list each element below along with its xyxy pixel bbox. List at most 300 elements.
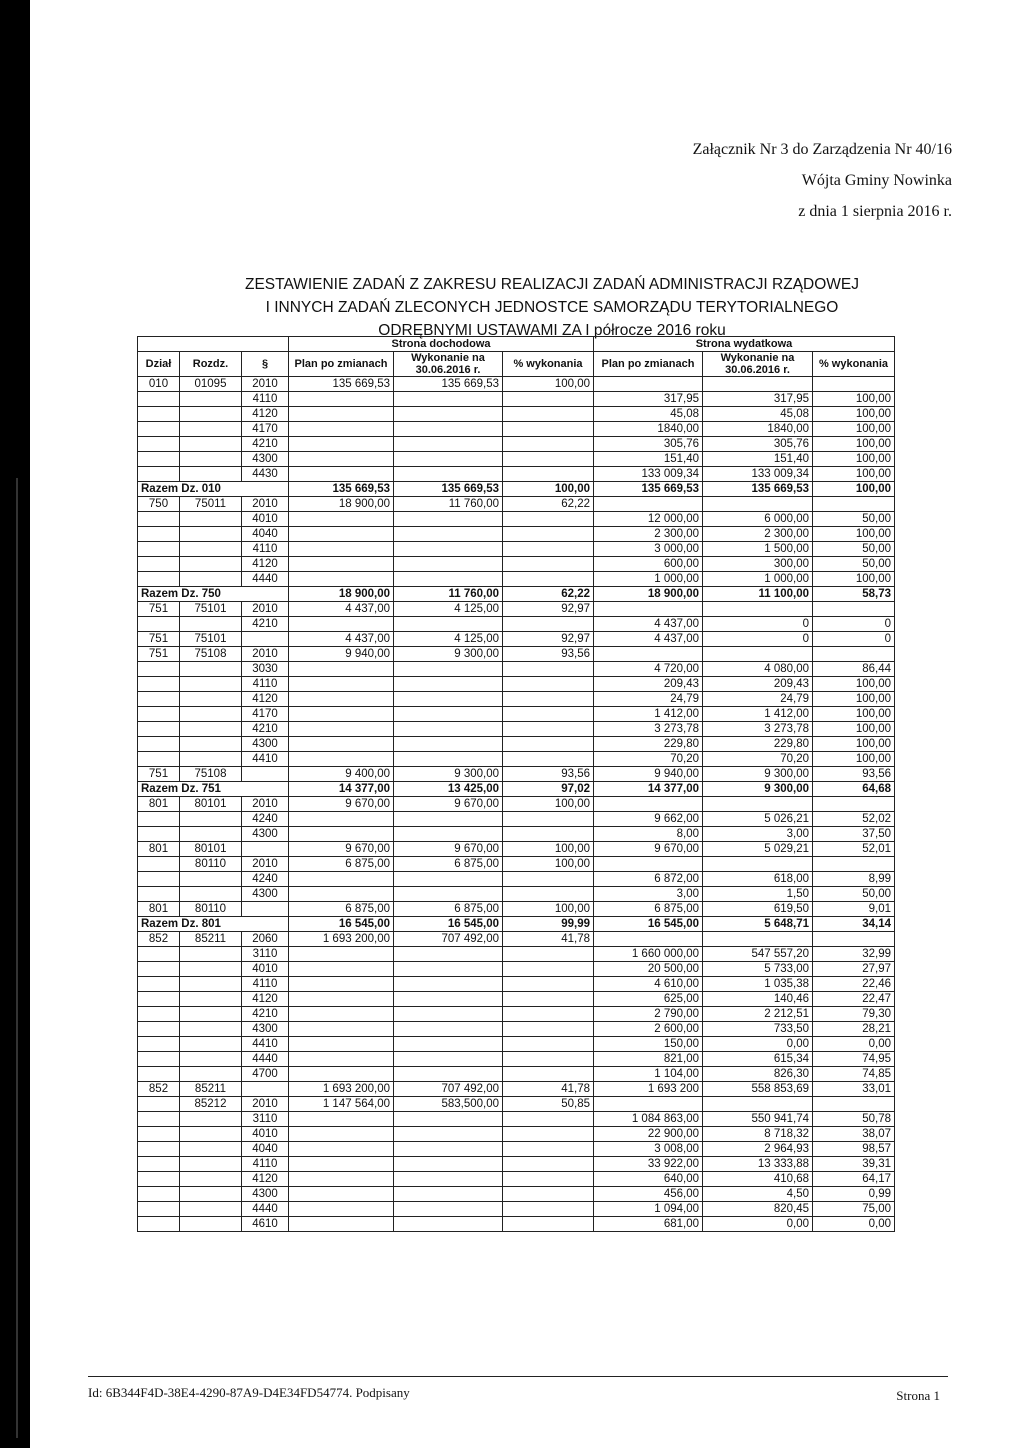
cell-income-plan <box>289 1217 394 1232</box>
cell-expense-plan: 33 922,00 <box>594 1157 703 1172</box>
cell-income-plan <box>289 992 394 1007</box>
cell-rozdzial <box>180 422 242 437</box>
table-row <box>138 1127 895 1142</box>
cell-income-plan <box>289 1052 394 1067</box>
cell-income-percent <box>503 437 594 452</box>
cell-rozdzial <box>180 1067 242 1082</box>
table-row <box>138 407 895 422</box>
cell-income-plan <box>289 542 394 557</box>
cell-paragraf: 4610 <box>242 1217 289 1232</box>
cell-expense-plan: 600,00 <box>594 557 703 572</box>
cell-income-percent: 100,00 <box>503 842 594 857</box>
cell-income-execution: 13 425,00 <box>394 782 503 797</box>
cell-paragraf: 4210 <box>242 437 289 452</box>
cell-income-percent <box>503 1112 594 1127</box>
scan-edge-line <box>16 478 18 1438</box>
cell-income-percent <box>503 812 594 827</box>
table-row <box>138 1187 895 1202</box>
col-header-rozdzial: Rozdz. <box>180 352 242 377</box>
cell-income-percent <box>503 1202 594 1217</box>
cell-income-percent: 50,85 <box>503 1097 594 1112</box>
cell-expense-execution: 11 100,00 <box>703 587 813 602</box>
table-group-header-row <box>138 337 895 352</box>
cell-rozdzial: 80110 <box>180 902 242 917</box>
cell-rozdzial: 75011 <box>180 497 242 512</box>
cell-expense-percent: 50,78 <box>813 1112 895 1127</box>
cell-income-percent: 99,99 <box>503 917 594 932</box>
cell-income-percent <box>503 527 594 542</box>
cell-expense-execution: 618,00 <box>703 872 813 887</box>
cell-rozdzial <box>180 512 242 527</box>
cell-income-plan: 6 875,00 <box>289 902 394 917</box>
cell-income-execution <box>394 887 503 902</box>
cell-expense-execution: 9 300,00 <box>703 782 813 797</box>
cell-income-percent <box>503 962 594 977</box>
cell-income-percent <box>503 1052 594 1067</box>
table-row <box>138 887 895 902</box>
col-header-expense-execution: Wykonanie na 30.06.2016 r. <box>703 352 813 377</box>
cell-expense-execution <box>703 647 813 662</box>
cell-income-execution <box>394 1187 503 1202</box>
cell-income-percent: 62,22 <box>503 587 594 602</box>
title-line-2: I INNYCH ZADAŃ ZLECONYCH JEDNOSTCE SAMORZĄDU TERYTORIALNEGO <box>265 299 839 316</box>
cell-rozdzial: 85211 <box>180 1082 242 1097</box>
cell-income-execution: 135 669,53 <box>394 482 503 497</box>
cell-expense-plan: 681,00 <box>594 1217 703 1232</box>
cell-income-percent: 92,97 <box>503 632 594 647</box>
cell-expense-percent: 50,00 <box>813 887 895 902</box>
cell-income-percent <box>503 1127 594 1142</box>
cell-paragraf: 4170 <box>242 707 289 722</box>
cell-dzial <box>138 1037 180 1052</box>
cell-rozdzial <box>180 1127 242 1142</box>
cell-expense-percent <box>813 497 895 512</box>
cell-dzial <box>138 812 180 827</box>
cell-income-percent: 100,00 <box>503 377 594 392</box>
cell-income-percent <box>503 662 594 677</box>
table-body <box>138 377 895 1232</box>
cell-expense-execution: 2 300,00 <box>703 527 813 542</box>
cell-expense-plan: 133 009,34 <box>594 467 703 482</box>
cell-dzial <box>138 1127 180 1142</box>
cell-income-plan <box>289 527 394 542</box>
cell-paragraf: 2060 <box>242 932 289 947</box>
cell-expense-execution: 820,45 <box>703 1202 813 1217</box>
cell-expense-execution: 140,46 <box>703 992 813 1007</box>
page-number: Strona 1 <box>896 1388 940 1403</box>
table-row <box>138 707 895 722</box>
cell-income-plan <box>289 977 394 992</box>
cell-rozdzial <box>180 1217 242 1232</box>
table-row <box>138 527 895 542</box>
cell-income-plan <box>289 812 394 827</box>
cell-income-plan <box>289 1007 394 1022</box>
cell-expense-plan: 3 008,00 <box>594 1142 703 1157</box>
cell-income-execution <box>394 872 503 887</box>
table-row <box>138 992 895 1007</box>
cell-income-execution <box>394 1037 503 1052</box>
cell-dzial <box>138 542 180 557</box>
cell-paragraf: 4240 <box>242 872 289 887</box>
cell-expense-percent: 0 <box>813 617 895 632</box>
cell-expense-percent: 74,95 <box>813 1052 895 1067</box>
cell-paragraf: 4170 <box>242 422 289 437</box>
cell-dzial <box>138 617 180 632</box>
cell-dzial <box>138 557 180 572</box>
col-header-income-percent: % wykonania <box>503 352 594 377</box>
cell-dzial <box>138 662 180 677</box>
cell-expense-percent <box>813 857 895 872</box>
table-row <box>138 767 895 782</box>
cell-expense-execution: 2 964,93 <box>703 1142 813 1157</box>
cell-income-percent <box>503 992 594 1007</box>
cell-income-percent: 97,02 <box>503 782 594 797</box>
cell-expense-plan: 151,40 <box>594 452 703 467</box>
cell-income-execution <box>394 542 503 557</box>
table-row <box>138 1172 895 1187</box>
cell-dzial <box>138 392 180 407</box>
cell-dzial <box>138 707 180 722</box>
cell-rozdzial <box>180 572 242 587</box>
cell-expense-execution: 135 669,53 <box>703 482 813 497</box>
cell-paragraf: 2010 <box>242 377 289 392</box>
cell-rozdzial <box>180 692 242 707</box>
cell-rozdzial <box>180 992 242 1007</box>
cell-dzial <box>138 692 180 707</box>
cell-income-execution: 9 300,00 <box>394 767 503 782</box>
table-row <box>138 1112 895 1127</box>
cell-expense-plan: 9 940,00 <box>594 767 703 782</box>
cell-expense-execution: 5 029,21 <box>703 842 813 857</box>
cell-expense-execution: 619,50 <box>703 902 813 917</box>
table-row <box>138 467 895 482</box>
cell-expense-plan: 4 720,00 <box>594 662 703 677</box>
cell-rozdzial <box>180 1112 242 1127</box>
cell-expense-plan: 1 084 863,00 <box>594 1112 703 1127</box>
cell-rozdzial <box>180 527 242 542</box>
cell-expense-execution: 0,00 <box>703 1037 813 1052</box>
table-row <box>138 872 895 887</box>
table-total-row <box>138 782 895 797</box>
table-row <box>138 512 895 527</box>
cell-income-percent <box>503 542 594 557</box>
cell-income-plan <box>289 452 394 467</box>
cell-expense-percent: 50,00 <box>813 512 895 527</box>
cell-income-plan <box>289 437 394 452</box>
cell-dzial: 751 <box>138 767 180 782</box>
cell-expense-percent <box>813 797 895 812</box>
cell-expense-percent: 50,00 <box>813 542 895 557</box>
header-line-3: z dnia 1 sierpnia 2016 r. <box>798 203 952 220</box>
cell-income-plan <box>289 1202 394 1217</box>
cell-income-execution <box>394 1142 503 1157</box>
cell-income-execution <box>394 1052 503 1067</box>
cell-income-percent <box>503 1007 594 1022</box>
cell-income-percent <box>503 977 594 992</box>
cell-income-percent: 93,56 <box>503 647 594 662</box>
cell-paragraf: 4120 <box>242 407 289 422</box>
cell-expense-execution: 133 009,34 <box>703 467 813 482</box>
col-header-expense-plan: Plan po zmianach <box>594 352 703 377</box>
cell-expense-percent: 100,00 <box>813 422 895 437</box>
cell-income-execution <box>394 737 503 752</box>
cell-rozdzial <box>180 437 242 452</box>
cell-paragraf <box>242 842 289 857</box>
cell-income-percent: 100,00 <box>503 902 594 917</box>
cell-rozdzial: 75101 <box>180 632 242 647</box>
cell-expense-execution: 305,76 <box>703 437 813 452</box>
cell-expense-execution: 4,50 <box>703 1187 813 1202</box>
cell-expense-percent: 22,47 <box>813 992 895 1007</box>
cell-income-percent <box>503 1142 594 1157</box>
cell-expense-percent: 100,00 <box>813 392 895 407</box>
cell-expense-execution: 0 <box>703 632 813 647</box>
cell-income-plan <box>289 1187 394 1202</box>
cell-income-plan <box>289 887 394 902</box>
cell-dzial <box>138 677 180 692</box>
cell-paragraf: 4700 <box>242 1067 289 1082</box>
cell-income-plan <box>289 1022 394 1037</box>
cell-expense-plan: 20 500,00 <box>594 962 703 977</box>
cell-paragraf: 4040 <box>242 1142 289 1157</box>
cell-paragraf: 4300 <box>242 1022 289 1037</box>
cell-income-execution <box>394 977 503 992</box>
table-row <box>138 737 895 752</box>
table-row <box>138 962 895 977</box>
cell-paragraf <box>242 632 289 647</box>
cell-expense-plan: 6 875,00 <box>594 902 703 917</box>
cell-expense-plan: 70,20 <box>594 752 703 767</box>
cell-income-percent <box>503 692 594 707</box>
cell-income-plan <box>289 1112 394 1127</box>
cell-expense-execution: 5 648,71 <box>703 917 813 932</box>
cell-dzial <box>138 887 180 902</box>
cell-expense-percent: 75,00 <box>813 1202 895 1217</box>
cell-paragraf: 4110 <box>242 392 289 407</box>
cell-income-execution: 4 125,00 <box>394 602 503 617</box>
cell-income-percent <box>503 1067 594 1082</box>
cell-rozdzial <box>180 812 242 827</box>
cell-expense-execution: 550 941,74 <box>703 1112 813 1127</box>
document-id: Id: 6B344F4D-38E4-4290-87A9-D4E34FD54774. Podpisany <box>88 1385 410 1400</box>
cell-income-execution <box>394 557 503 572</box>
cell-expense-percent <box>813 377 895 392</box>
table-row <box>138 1097 895 1112</box>
cell-expense-execution: 5 026,21 <box>703 812 813 827</box>
cell-paragraf: 2010 <box>242 857 289 872</box>
cell-income-execution <box>394 1157 503 1172</box>
cell-expense-execution: 1 412,00 <box>703 707 813 722</box>
table-row <box>138 1067 895 1082</box>
cell-income-percent <box>503 947 594 962</box>
cell-income-execution: 583,500,00 <box>394 1097 503 1112</box>
cell-income-plan: 14 377,00 <box>289 782 394 797</box>
cell-expense-plan: 3,00 <box>594 887 703 902</box>
cell-income-plan <box>289 872 394 887</box>
cell-expense-percent: 64,68 <box>813 782 895 797</box>
cell-paragraf: 4410 <box>242 752 289 767</box>
cell-paragraf: 4300 <box>242 737 289 752</box>
cell-rozdzial <box>180 1007 242 1022</box>
table-row <box>138 1007 895 1022</box>
cell-income-percent <box>503 677 594 692</box>
cell-dzial <box>138 737 180 752</box>
cell-dzial <box>138 422 180 437</box>
cell-total-label: Razem Dz. 010 <box>138 482 289 497</box>
cell-expense-plan: 3 000,00 <box>594 542 703 557</box>
cell-income-percent: 100,00 <box>503 797 594 812</box>
cell-expense-plan: 2 300,00 <box>594 527 703 542</box>
table-row <box>138 632 895 647</box>
cell-income-percent: 62,22 <box>503 497 594 512</box>
cell-income-execution <box>394 437 503 452</box>
cell-expense-execution: 0,00 <box>703 1217 813 1232</box>
table-row <box>138 902 895 917</box>
table-row <box>138 557 895 572</box>
cell-rozdzial <box>180 662 242 677</box>
cell-expense-execution: 0 <box>703 617 813 632</box>
cell-dzial <box>138 1202 180 1217</box>
cell-income-plan <box>289 557 394 572</box>
cell-rozdzial: 75101 <box>180 602 242 617</box>
cell-expense-percent: 37,50 <box>813 827 895 842</box>
cell-expense-plan: 14 377,00 <box>594 782 703 797</box>
cell-expense-percent: 100,00 <box>813 677 895 692</box>
cell-income-plan <box>289 1172 394 1187</box>
cell-income-execution: 16 545,00 <box>394 917 503 932</box>
cell-income-plan <box>289 1157 394 1172</box>
cell-expense-execution: 615,34 <box>703 1052 813 1067</box>
cell-income-execution: 6 875,00 <box>394 857 503 872</box>
cell-rozdzial <box>180 752 242 767</box>
cell-income-execution <box>394 422 503 437</box>
cell-expense-percent: 100,00 <box>813 752 895 767</box>
cell-paragraf: 4010 <box>242 512 289 527</box>
cell-rozdzial <box>180 962 242 977</box>
col-header-paragraf: § <box>242 352 289 377</box>
cell-income-execution <box>394 1202 503 1217</box>
table-row <box>138 602 895 617</box>
cell-expense-execution: 209,43 <box>703 677 813 692</box>
cell-paragraf: 4110 <box>242 677 289 692</box>
table-row <box>138 422 895 437</box>
cell-income-plan <box>289 827 394 842</box>
cell-dzial <box>138 977 180 992</box>
cell-dzial <box>138 572 180 587</box>
cell-rozdzial: 75108 <box>180 647 242 662</box>
cell-income-plan <box>289 1127 394 1142</box>
group-header-spacer <box>138 337 289 352</box>
cell-dzial <box>138 872 180 887</box>
cell-expense-plan: 317,95 <box>594 392 703 407</box>
table-row <box>138 1142 895 1157</box>
table-row <box>138 542 895 557</box>
table-row <box>138 977 895 992</box>
col-header-dzial: Dział <box>138 352 180 377</box>
cell-expense-percent: 9,01 <box>813 902 895 917</box>
cell-dzial <box>138 437 180 452</box>
table-row <box>138 452 895 467</box>
cell-income-execution: 707 492,00 <box>394 932 503 947</box>
cell-dzial <box>138 857 180 872</box>
cell-income-execution <box>394 1112 503 1127</box>
cell-income-execution <box>394 617 503 632</box>
cell-income-plan <box>289 512 394 527</box>
cell-dzial <box>138 1052 180 1067</box>
cell-expense-execution: 8 718,32 <box>703 1127 813 1142</box>
cell-expense-execution: 558 853,69 <box>703 1082 813 1097</box>
cell-expense-plan: 1840,00 <box>594 422 703 437</box>
cell-expense-plan: 1 104,00 <box>594 1067 703 1082</box>
cell-income-execution <box>394 692 503 707</box>
cell-expense-percent <box>813 647 895 662</box>
cell-expense-plan <box>594 857 703 872</box>
cell-expense-execution: 6 000,00 <box>703 512 813 527</box>
cell-income-execution <box>394 1007 503 1022</box>
cell-dzial: 801 <box>138 797 180 812</box>
cell-income-percent <box>503 452 594 467</box>
cell-expense-percent: 28,21 <box>813 1022 895 1037</box>
cell-dzial <box>138 452 180 467</box>
cell-expense-percent: 34,14 <box>813 917 895 932</box>
table-row <box>138 617 895 632</box>
cell-paragraf: 4300 <box>242 827 289 842</box>
table-row <box>138 647 895 662</box>
cell-income-percent <box>503 422 594 437</box>
cell-dzial <box>138 1217 180 1232</box>
cell-expense-percent: 0,00 <box>813 1217 895 1232</box>
cell-paragraf: 4440 <box>242 572 289 587</box>
cell-expense-plan <box>594 932 703 947</box>
cell-expense-plan: 45,08 <box>594 407 703 422</box>
cell-paragraf: 2010 <box>242 797 289 812</box>
cell-income-execution <box>394 527 503 542</box>
cell-paragraf: 4210 <box>242 722 289 737</box>
table-row <box>138 1202 895 1217</box>
cell-income-execution: 6 875,00 <box>394 902 503 917</box>
cell-expense-percent: 38,07 <box>813 1127 895 1142</box>
cell-dzial <box>138 962 180 977</box>
table-total-row <box>138 587 895 602</box>
cell-expense-plan: 4 610,00 <box>594 977 703 992</box>
table-row <box>138 857 895 872</box>
cell-expense-percent: 0,99 <box>813 1187 895 1202</box>
cell-expense-plan <box>594 647 703 662</box>
cell-income-percent <box>503 572 594 587</box>
table-total-row <box>138 482 895 497</box>
cell-income-plan <box>289 407 394 422</box>
cell-rozdzial <box>180 737 242 752</box>
cell-expense-plan: 8,00 <box>594 827 703 842</box>
cell-dzial: 751 <box>138 647 180 662</box>
cell-expense-plan: 4 437,00 <box>594 632 703 647</box>
cell-expense-execution: 24,79 <box>703 692 813 707</box>
cell-dzial <box>138 407 180 422</box>
cell-rozdzial <box>180 872 242 887</box>
cell-expense-plan: 135 669,53 <box>594 482 703 497</box>
cell-income-plan <box>289 737 394 752</box>
cell-paragraf: 4110 <box>242 1157 289 1172</box>
cell-expense-plan: 9 670,00 <box>594 842 703 857</box>
cell-income-percent <box>503 617 594 632</box>
cell-expense-execution: 1 035,38 <box>703 977 813 992</box>
cell-expense-execution: 13 333,88 <box>703 1157 813 1172</box>
cell-expense-percent: 100,00 <box>813 482 895 497</box>
cell-dzial: 801 <box>138 842 180 857</box>
table-row <box>138 752 895 767</box>
cell-income-plan <box>289 1037 394 1052</box>
cell-expense-plan: 2 790,00 <box>594 1007 703 1022</box>
